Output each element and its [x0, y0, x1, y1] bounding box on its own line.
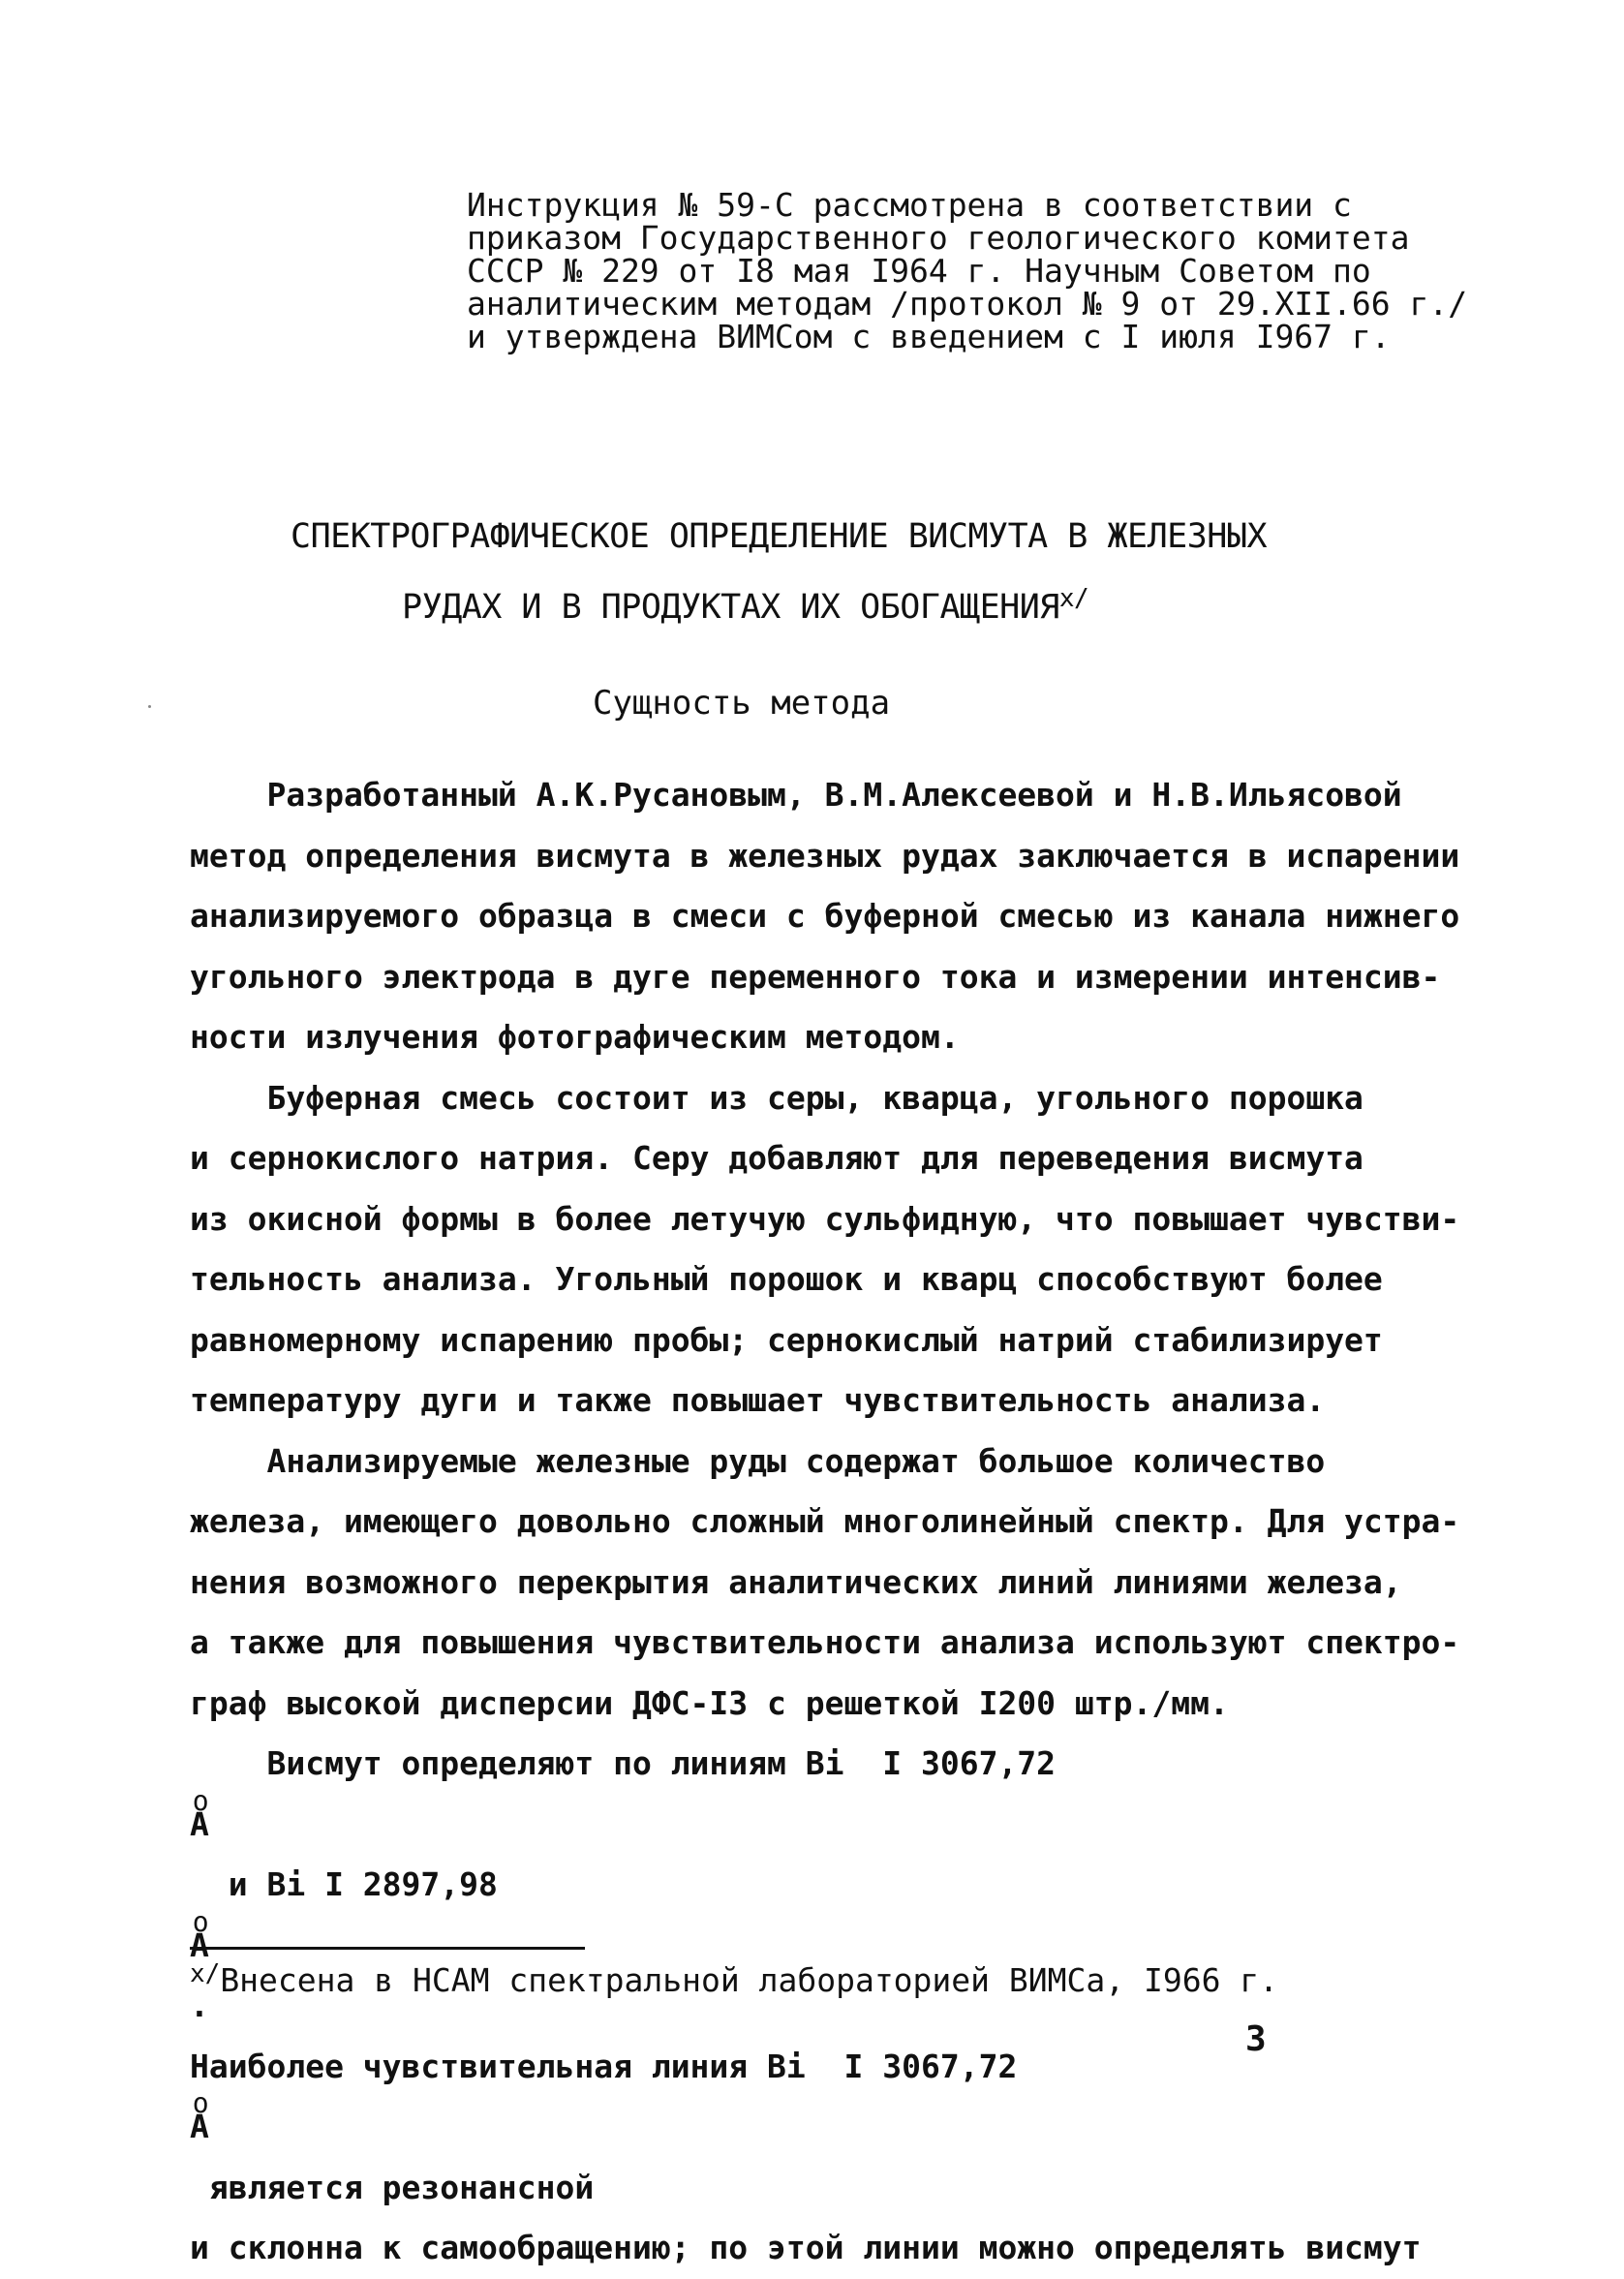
paragraph-line: тельность анализа. Угольный порошок и кварц способствуют более — [190, 1260, 1383, 1298]
footnote-divider — [190, 1947, 585, 1950]
approval-line: аналитическим методам /протокол № 9 от 29.XII.66 г./ — [467, 285, 1468, 323]
line-text: и Bi I 2897,98 — [190, 1865, 517, 1903]
body-text — [190, 765, 1468, 2279]
footnote-text: Внесена в НСАМ спектральной лабораторией ВИМСа, I966 г. — [220, 1961, 1279, 1999]
paragraph-line: а также для повышения чувствительности анализа используют спектро- — [190, 1623, 1460, 1661]
line-text: Наиболее чувствительная линия Bi I 3067,72 — [190, 2047, 1037, 2085]
paragraph-line: ности излучения фотографическим методом. — [190, 1018, 960, 1056]
line-text: Висмут определяют по линиям Bi I 3067,72 — [190, 1744, 1075, 1782]
angstrom-unit: o A — [190, 1916, 1468, 1977]
angstrom-unit: o A — [190, 1795, 1468, 1856]
paragraph-line: анализируемого образца в смеси с буферной смесью из канала нижнего — [190, 897, 1460, 935]
paragraph-line: из окисной формы в более летучую сульфидную, что повышает чувстви- — [190, 1199, 1460, 1238]
paragraph-line: Разработанный А.К.Русановым, В.М.Алексеевой и Н.В.Ильясовой — [190, 776, 1402, 814]
scan-speck — [148, 705, 151, 708]
line-text: . — [190, 1986, 209, 2024]
approval-line: Инструкция № 59-С рассмотрена в соответствии с — [467, 186, 1352, 224]
footnote — [190, 1955, 1278, 2000]
paragraph-line: Анализируемые железные руды содержат большое количество — [190, 1441, 1326, 1480]
approval-line: СССР № 229 от I8 мая I964 г. Научным Советом по — [467, 252, 1371, 290]
paragraph-line: температуру дуги и также повышает чувствительность анализа. — [190, 1381, 1326, 1419]
paragraph-line: граф высокой дисперсии ДФС-I3 с решеткой I200 штр./мм. — [190, 1683, 1229, 1722]
page-number: 3 — [1245, 2019, 1267, 2059]
paragraph-line: нения возможного перекрытия аналитических линий линиями железа, — [190, 1562, 1402, 1601]
title-line-1: СПЕКТРОГРАФИЧЕСКОЕ ОПРЕДЕЛЕНИЕ ВИСМУТА В ЖЕЛЕЗНЫХ — [291, 517, 1268, 556]
angstrom-unit: o A — [190, 2097, 1468, 2158]
footnote-mark: х/ — [190, 1959, 221, 1988]
title-footnote-mark: х/ — [1058, 584, 1089, 613]
title-line-2-text: РУДАХ И В ПРОДУКТАХ ИХ ОБОГАЩЕНИЯ — [402, 588, 1059, 627]
approval-line: приказом Государственного геологического комитета — [467, 219, 1410, 257]
line-text: является резонансной — [190, 2168, 595, 2206]
paragraph-line: метод определения висмута в железных рудах заключается в испарении — [190, 836, 1460, 875]
paragraph-line: равномерному испарению пробы; сернокислый натрий стабилизирует — [190, 1320, 1383, 1359]
approval-note — [467, 186, 1474, 355]
approval-line: и утверждена ВИМСом с введением с I июля I967 г. — [467, 318, 1391, 355]
paragraph-line: и сернокислого натрия. Серу добавляют для переведения висмута — [190, 1139, 1364, 1177]
paragraph-line: и склонна к самообращению; по этой линии можно определять висмут — [190, 2229, 1422, 2266]
paragraph-line: Буферная смесь состоит из серы, кварца, угольного порошка — [190, 1078, 1364, 1117]
paragraph-line-sensitive-line — [190, 2037, 1468, 2219]
paragraph-line: железа, имеющего довольно сложный многолинейный спектр. Для устра- — [190, 1502, 1460, 1540]
title-line-2 — [291, 568, 1453, 638]
paragraph-line: угольного электрода в дуге переменного тока и измерении интенсив- — [190, 957, 1441, 996]
document-title — [291, 506, 1453, 638]
section-heading: Сущность метода — [593, 684, 891, 723]
